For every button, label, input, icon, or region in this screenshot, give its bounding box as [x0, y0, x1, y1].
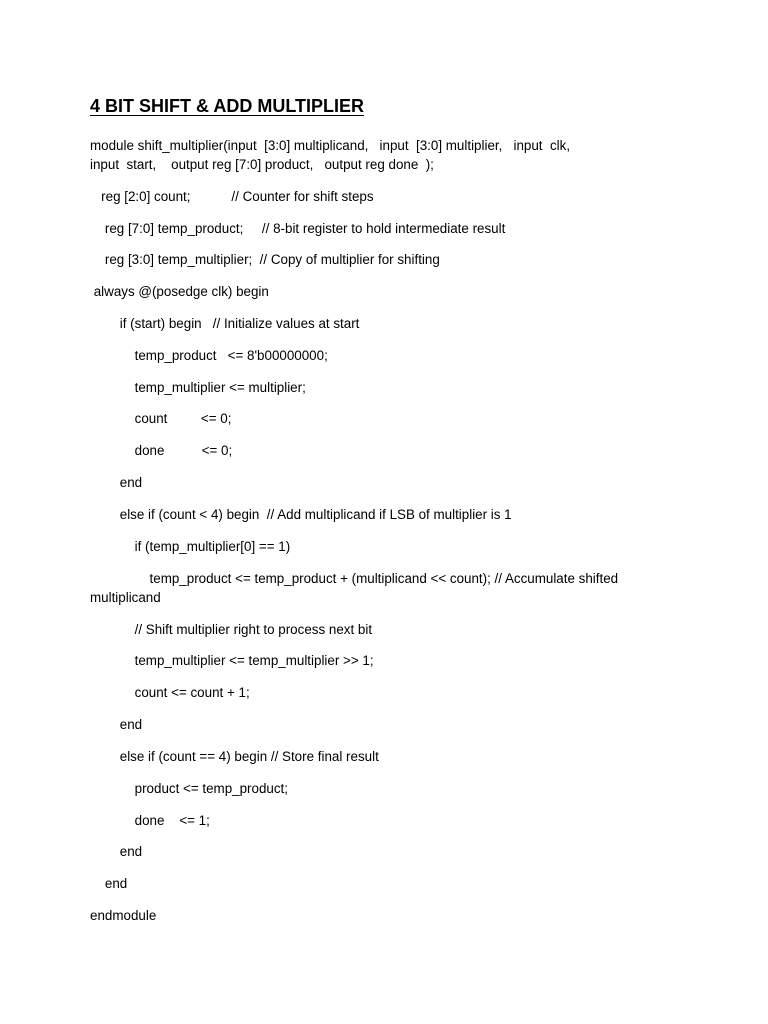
code-line-5: reg [3:0] temp_multiplier; // Copy of multiplier for shifting	[90, 252, 440, 267]
code-line-10: count <= 0;	[90, 411, 232, 426]
code-line-22: product <= temp_product;	[90, 781, 288, 796]
code-line-15: temp_product <= temp_product + (multiplicand << count); // Accumulate shifted	[90, 571, 619, 586]
code-line-24: end	[90, 844, 143, 859]
code-line-20: end	[90, 717, 143, 732]
code-line-23: done <= 1;	[90, 813, 210, 828]
document-title: 4 BIT SHIFT & ADD MULTIPLIER	[90, 96, 364, 116]
code-line-18: temp_multiplier <= temp_multiplier >> 1;	[90, 653, 374, 668]
code-line-13: else if (count < 4) begin // Add multiplicand if LSB of multiplier is 1	[90, 507, 512, 522]
code-line-25: end	[90, 876, 128, 891]
code-line-11: done <= 0;	[90, 443, 233, 458]
code-line-19: count <= count + 1;	[90, 685, 250, 700]
code-line-12: end	[90, 475, 143, 490]
code-line-26: endmodule	[90, 908, 157, 923]
code-line-3: reg [2:0] count; // Counter for shift steps	[90, 189, 374, 204]
code-line-6: always @(posedge clk) begin	[90, 284, 269, 299]
code-line-21: else if (count == 4) begin // Store final result	[90, 749, 379, 764]
code-line-4: reg [7:0] temp_product; // 8-bit register to hold intermediate result	[90, 221, 506, 236]
code-line-17: // Shift multiplier right to process next bit	[90, 622, 373, 637]
code-line-1: module shift_multiplier(input [3:0] multiplicand, input [3:0] multiplier, input clk,	[90, 138, 571, 153]
code-line-7: if (start) begin // Initialize values at start	[90, 316, 360, 331]
code-line-16: multiplicand	[90, 590, 161, 605]
code-line-8: temp_product <= 8'b00000000;	[90, 348, 328, 363]
code-line-2: input start, output reg [7:0] product, output reg done );	[90, 157, 434, 172]
code-line-14: if (temp_multiplier[0] == 1)	[90, 539, 291, 554]
code-line-9: temp_multiplier <= multiplier;	[90, 380, 306, 395]
